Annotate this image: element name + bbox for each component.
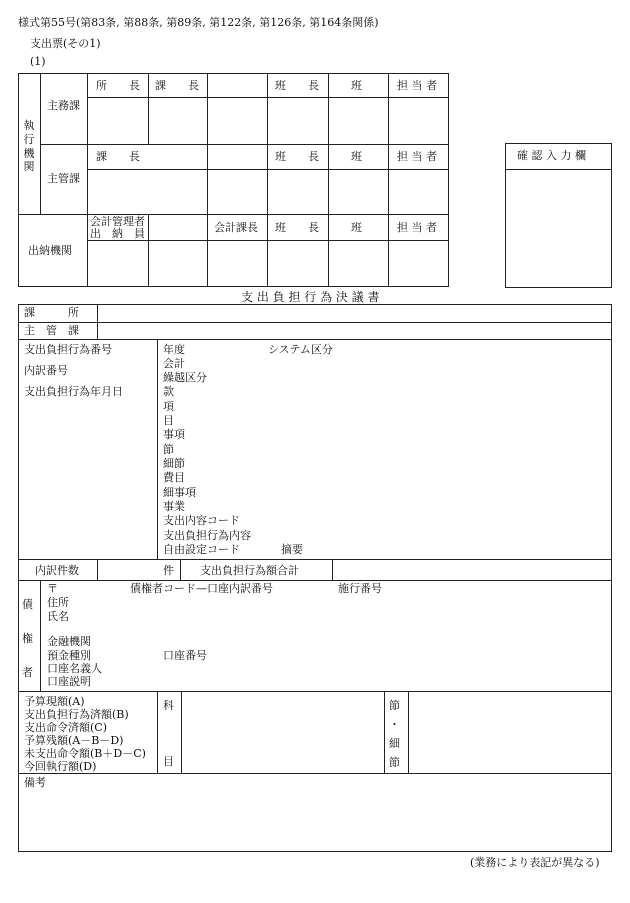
col-cashier: 出 納 員 bbox=[90, 227, 145, 240]
field-year: 年度 bbox=[163, 343, 185, 356]
field-moku: 目 bbox=[163, 414, 174, 427]
col-section-chief-2: 課 長 bbox=[96, 150, 140, 163]
col-section-chief: 課 長 bbox=[155, 79, 199, 92]
col-group-chief-3: 班 長 bbox=[275, 221, 319, 234]
exec-number-label: 施行番号 bbox=[338, 582, 382, 595]
subject-top-label: 科 bbox=[163, 699, 174, 712]
field-setsu: 節 bbox=[163, 443, 174, 456]
bank-label: 金融機関 bbox=[47, 635, 91, 648]
postal-mark: 〒 bbox=[47, 582, 58, 595]
account-description-label: 口座説明 bbox=[47, 675, 91, 688]
decision-title: 支 出 負 担 行 為 決 議 書 bbox=[241, 290, 380, 304]
system-category-label: システム区分 bbox=[268, 343, 333, 356]
creditor-side-1: 債 bbox=[22, 598, 33, 611]
col-group-chief-2: 班 長 bbox=[275, 150, 319, 163]
summary-label: 摘要 bbox=[281, 543, 303, 556]
budget-committed-label: 支出負担行為済額(B) bbox=[24, 708, 129, 721]
col-accounting-manager: 会計管理者 bbox=[90, 215, 145, 228]
account-number-label: 口座番号 bbox=[163, 649, 207, 662]
commitment-date-label: 支出負担行為年月日 bbox=[24, 385, 123, 398]
remarks-label: 備考 bbox=[24, 776, 46, 789]
address-label: 住所 bbox=[47, 596, 69, 609]
breakdown-number-label: 内訳番号 bbox=[24, 364, 68, 377]
confirm-label: 確 認 入 力 欄 bbox=[517, 149, 586, 162]
creditor-side-2: 権 bbox=[22, 632, 33, 645]
count-unit: 件 bbox=[163, 564, 174, 577]
col-group-3: 班 bbox=[351, 221, 362, 234]
col-accounting-chief: 会計課長 bbox=[214, 221, 258, 234]
field-sub-item: 細事項 bbox=[163, 486, 196, 499]
field-kou: 項 bbox=[163, 400, 174, 413]
field-saisetsu: 細節 bbox=[163, 457, 185, 470]
section-number: (1) bbox=[30, 55, 46, 68]
subject-bottom-label: 目 bbox=[163, 755, 174, 768]
field-project: 事業 bbox=[163, 500, 185, 513]
field-item: 事項 bbox=[163, 428, 185, 441]
commitment-number-label: 支出負担行為番号 bbox=[24, 343, 112, 356]
col-person-in-charge-2: 担 当 者 bbox=[397, 150, 437, 163]
budget-current-label: 予算現額(A) bbox=[24, 695, 85, 708]
approval-table-border bbox=[18, 73, 449, 287]
field-expenditure-code: 支出内容コード bbox=[163, 514, 240, 527]
section-label-4: 節 bbox=[389, 756, 400, 769]
supervisor-label: 主 管 課 bbox=[24, 324, 79, 337]
form-number: 様式第55号(第83条, 第88条, 第89条, 第122条, 第126条, 第164条関係) bbox=[18, 16, 379, 29]
field-kan: 款 bbox=[163, 385, 174, 398]
field-commitment-content: 支出負担行為内容 bbox=[163, 529, 251, 542]
field-account: 会計 bbox=[163, 357, 185, 370]
form-title: 支出票(その1) bbox=[30, 37, 101, 50]
col-office-chief: 所 長 bbox=[96, 79, 140, 92]
disbursing-label: 出納機関 bbox=[28, 244, 72, 257]
budget-remaining-label: 予算残額(A－B－D) bbox=[24, 734, 124, 747]
col-group: 班 bbox=[351, 79, 362, 92]
account-holder-label: 口座名義人 bbox=[47, 662, 102, 675]
name-label: 氏名 bbox=[47, 610, 69, 623]
field-expense-item: 費目 bbox=[163, 471, 185, 484]
main-affairs-label: 主務課 bbox=[47, 99, 80, 112]
section-label-2: ・ bbox=[389, 718, 400, 731]
deposit-type-label: 預金種別 bbox=[47, 649, 91, 662]
col-group-chief: 班 長 bbox=[275, 79, 319, 92]
col-person-in-charge: 担 当 者 bbox=[397, 79, 437, 92]
section-label-3: 細 bbox=[389, 737, 400, 750]
col-person-in-charge-3: 担 当 者 bbox=[397, 221, 437, 234]
office-label: 課 所 bbox=[24, 306, 79, 319]
supervising-label: 主管課 bbox=[47, 172, 80, 185]
col-group-2: 班 bbox=[351, 150, 362, 163]
budget-ordered-label: 支出命令済額(C) bbox=[24, 721, 107, 734]
field-free-code: 自由設定コード bbox=[163, 543, 240, 556]
budget-current-exec-label: 今回執行額(D) bbox=[24, 760, 97, 773]
executive-label: 執行機関 bbox=[23, 119, 35, 174]
count-label: 内訳件数 bbox=[35, 564, 79, 577]
section-label-1: 節 bbox=[389, 699, 400, 712]
footer-note: (業務により表記が異なる) bbox=[470, 856, 600, 869]
creditor-code-label: 債権者コード—口座内訳番号 bbox=[130, 582, 273, 595]
creditor-side-3: 者 bbox=[22, 666, 33, 679]
total-label: 支出負担行為額合計 bbox=[200, 564, 299, 577]
field-carryover: 繰越区分 bbox=[163, 371, 207, 384]
budget-unordered-label: 未支出命令額(B＋D－C) bbox=[24, 747, 146, 760]
